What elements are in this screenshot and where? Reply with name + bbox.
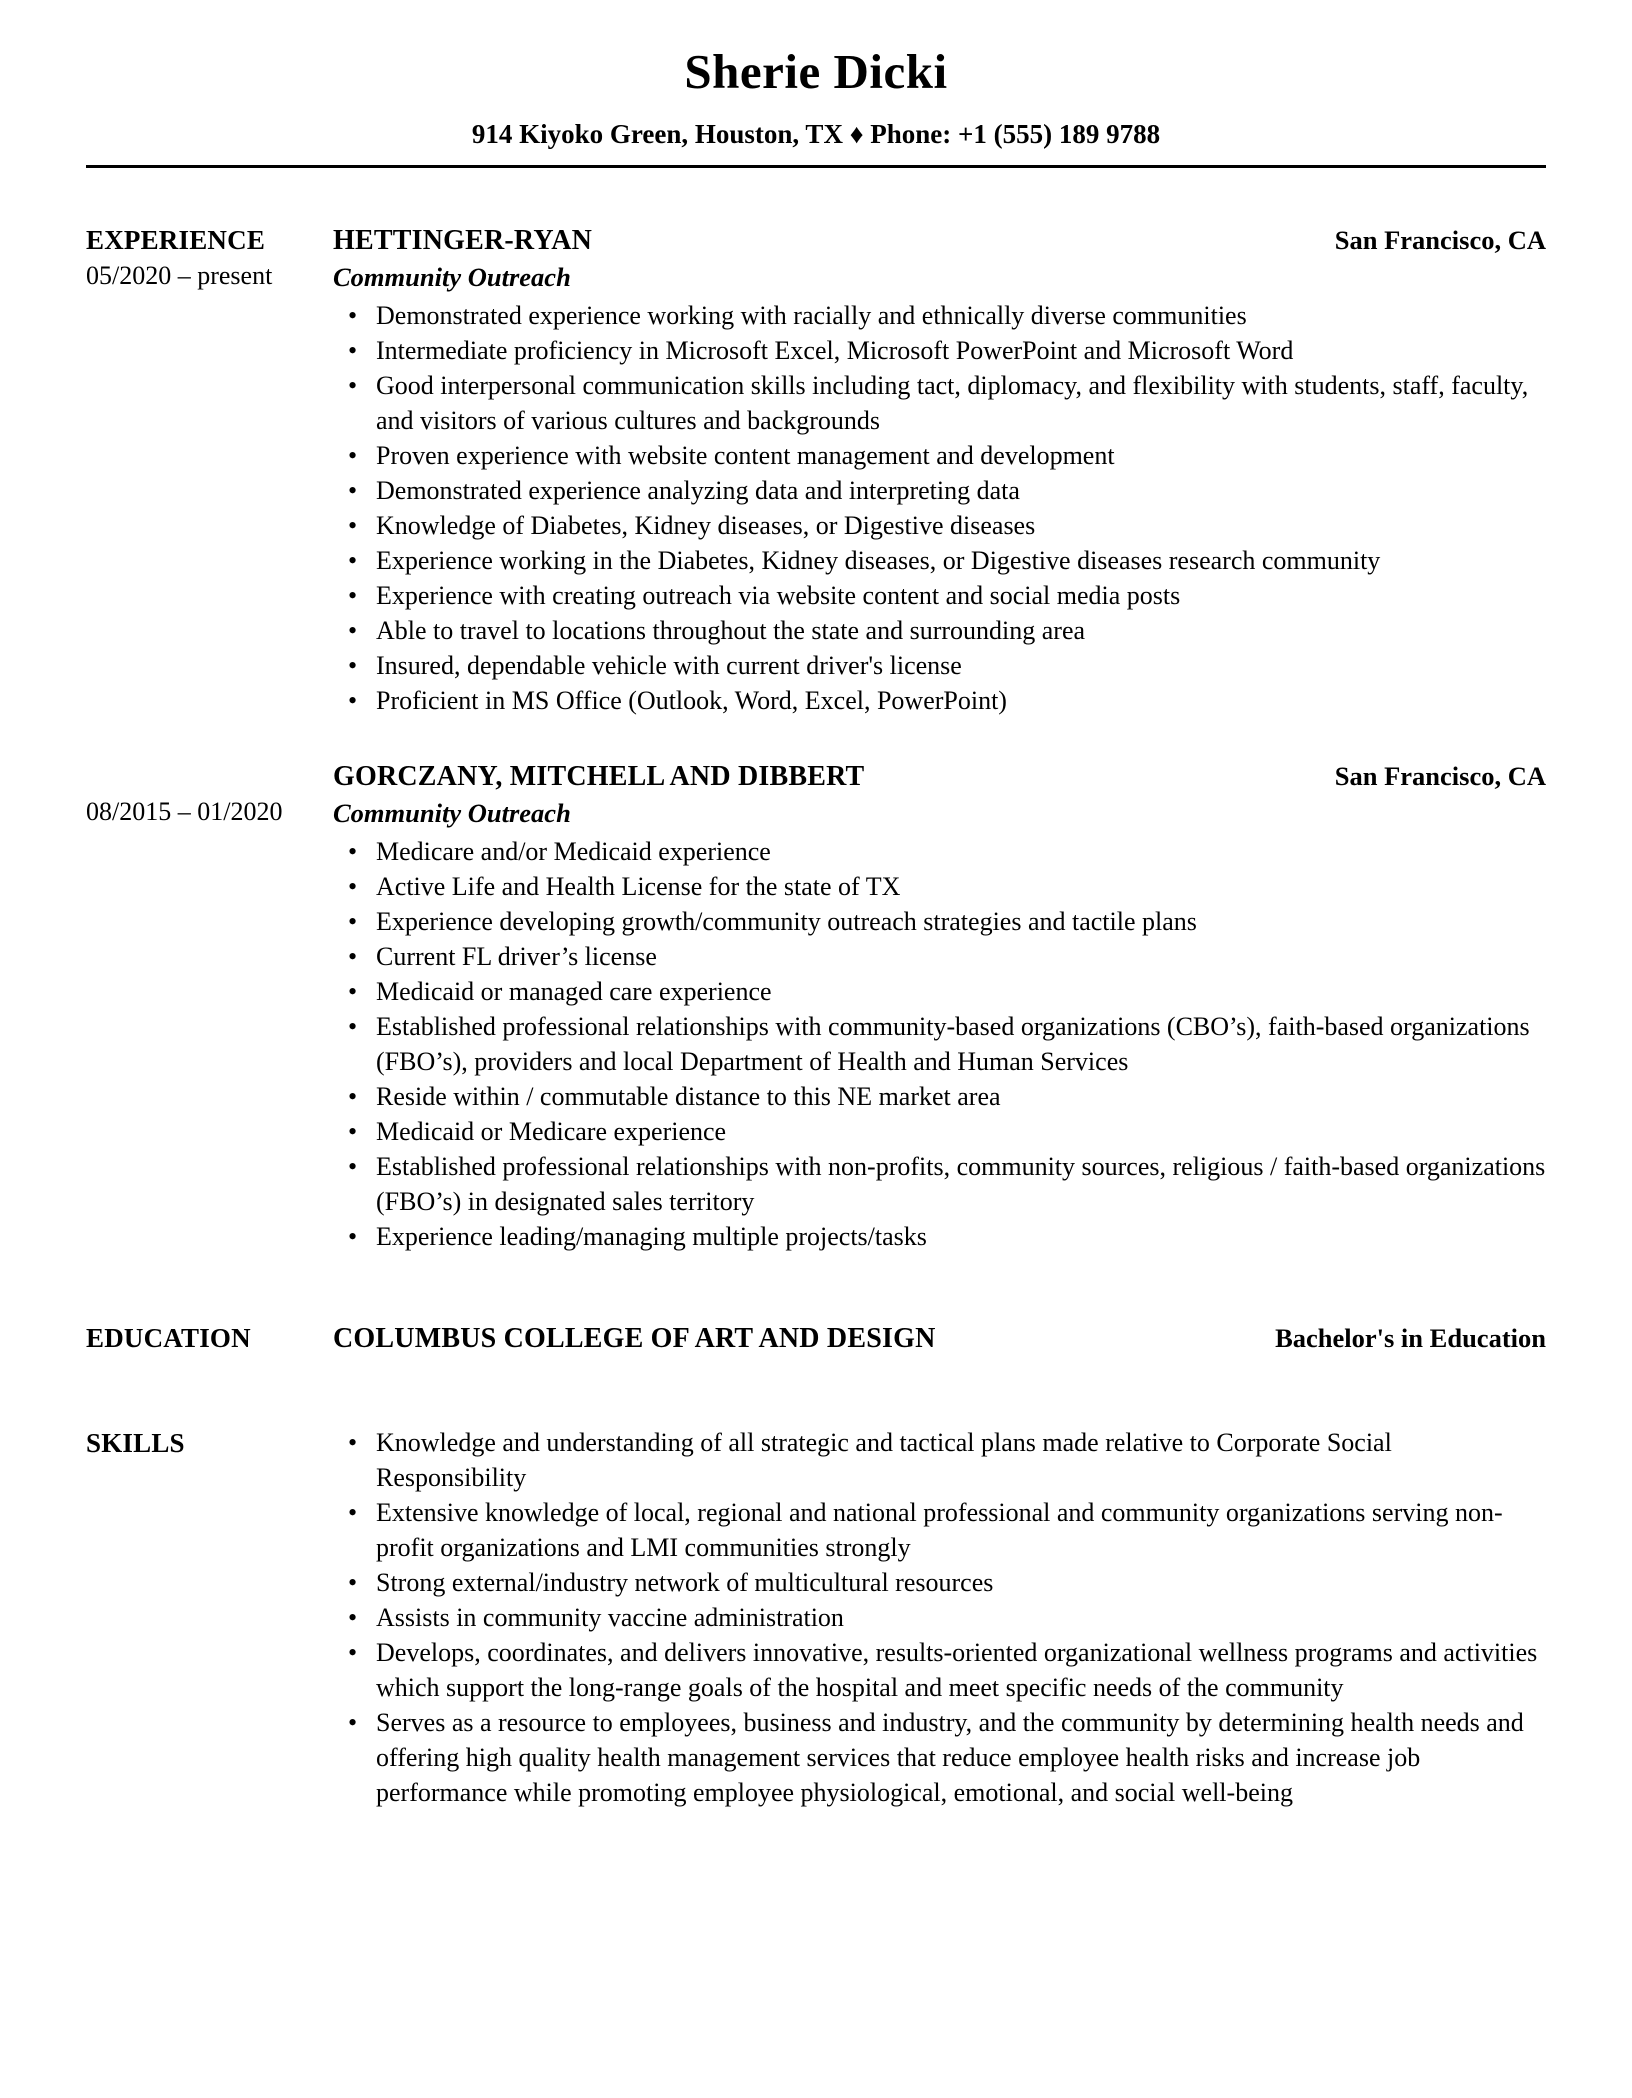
- job1-dates: 05/2020 – present: [86, 260, 273, 290]
- experience-left-column: [86, 222, 333, 294]
- job1-header: [333, 222, 1546, 259]
- bullet-item: • Reside within / commutable distance to this NE market area: [333, 1079, 1546, 1114]
- bullet-item: • Experience developing growth/community outreach strategies and tactile plans: [333, 904, 1546, 939]
- bullet-item: • Experience leading/managing multiple projects/tasks: [333, 1219, 1546, 1254]
- job2-title: Community Outreach: [333, 797, 571, 828]
- experience-section: [86, 222, 1546, 718]
- skills-heading: SKILLS: [86, 1427, 185, 1458]
- job1-block: [333, 222, 1546, 718]
- degree-name: Bachelor's in Education: [1275, 1322, 1546, 1353]
- bullet-item: • Active Life and Health License for the state of TX: [333, 869, 1546, 904]
- bullet-item: • Proven experience with website content management and development: [333, 438, 1546, 473]
- bullet-item: • Intermediate proficiency in Microsoft Excel, Microsoft PowerPoint and Microsoft Word: [333, 333, 1546, 368]
- experience-job2-section: [86, 758, 1546, 1254]
- job1-bullet-list: [333, 298, 1546, 718]
- skills-section: [86, 1425, 1546, 1810]
- bullet-item: • Strong external/industry network of multicultural resources: [333, 1565, 1546, 1600]
- education-block: [333, 1320, 1546, 1357]
- skills-block: [333, 1425, 1546, 1810]
- bullet-item: • Knowledge of Diabetes, Kidney diseases, or Digestive diseases: [333, 508, 1546, 543]
- bullet-item: • Serves as a resource to employees, business and industry, and the community by determining health needs and offering high quality health management services that reduce employee health risks and increase job performance while promoting employee physiological, emotional, and social well-being: [333, 1705, 1546, 1810]
- bullet-item: • Demonstrated experience analyzing data and interpreting data: [333, 473, 1546, 508]
- bullet-item: • Able to travel to locations throughout the state and surrounding area: [333, 613, 1546, 648]
- job2-block: [333, 758, 1546, 1254]
- job1-location: San Francisco, CA: [1334, 224, 1546, 255]
- school-name: COLUMBUS COLLEGE OF ART AND DESIGN: [333, 1322, 936, 1354]
- job2-location: San Francisco, CA: [1334, 760, 1546, 791]
- bullet-item: • Established professional relationships with community-based organizations (CBO’s), faith-based organizations (FBO’s), providers and local Department of Health and Human Services: [333, 1009, 1546, 1079]
- bullet-item: • Current FL driver’s license: [333, 939, 1546, 974]
- education-left-column: [86, 1320, 333, 1356]
- job2-left-column: [86, 758, 333, 830]
- bullet-item: • Knowledge and understanding of all strategic and tactical plans made relative to Corporate Social Responsibility: [333, 1425, 1546, 1495]
- skills-left-column: [86, 1425, 333, 1461]
- job2-company-name: GORCZANY, MITCHELL AND DIBBERT: [333, 760, 865, 792]
- bullet-item: • Medicare and/or Medicaid experience: [333, 834, 1546, 869]
- bullet-item: • Good interpersonal communication skills including tact, diplomacy, and flexibility with students, staff, faculty, and visitors of various cultures and backgrounds: [333, 368, 1546, 438]
- job2-dates: 08/2015 – 01/2020: [86, 796, 283, 826]
- bullet-item: • Insured, dependable vehicle with current driver's license: [333, 648, 1546, 683]
- bullet-item: • Established professional relationships with non-profits, community sources, religious / faith-based organizations (FBO’s) in designated sales territory: [333, 1149, 1546, 1219]
- person-name: Sherie Dicki: [684, 44, 948, 99]
- bullet-item: • Experience working in the Diabetes, Kidney diseases, or Digestive diseases research community: [333, 543, 1546, 578]
- job2-header: [333, 758, 1546, 795]
- job2-bullet-list: [333, 834, 1546, 1254]
- education-section: [86, 1320, 1546, 1357]
- bullet-item: • Develops, coordinates, and delivers innovative, results-oriented organizational wellness programs and activities which support the long-range goals of the hospital and meet specific needs of the community: [333, 1635, 1546, 1705]
- skills-bullet-list: [333, 1425, 1546, 1810]
- bullet-item: • Assists in community vaccine administration: [333, 1600, 1546, 1635]
- contact-line: 914 Kiyoko Green, Houston, TX ♦ Phone: +1 (555) 189 9788: [86, 118, 1546, 167]
- bullet-item: • Medicaid or Medicare experience: [333, 1114, 1546, 1149]
- education-heading: EDUCATION: [86, 1322, 251, 1353]
- bullet-item: • Demonstrated experience working with racially and ethnically diverse communities: [333, 298, 1546, 333]
- job1-company-name: HETTINGER-RYAN: [333, 224, 593, 256]
- job1-title: Community Outreach: [333, 261, 571, 292]
- bullet-item: • Extensive knowledge of local, regional and national professional and community organizations serving non-profit organizations and LMI communities strongly: [333, 1495, 1546, 1565]
- bullet-item: • Proficient in MS Office (Outlook, Word, Excel, PowerPoint): [333, 683, 1546, 718]
- bullet-item: • Experience with creating outreach via website content and social media posts: [333, 578, 1546, 613]
- bullet-item: • Medicaid or managed care experience: [333, 974, 1546, 1009]
- experience-heading: EXPERIENCE: [86, 224, 266, 255]
- education-header: [333, 1320, 1546, 1357]
